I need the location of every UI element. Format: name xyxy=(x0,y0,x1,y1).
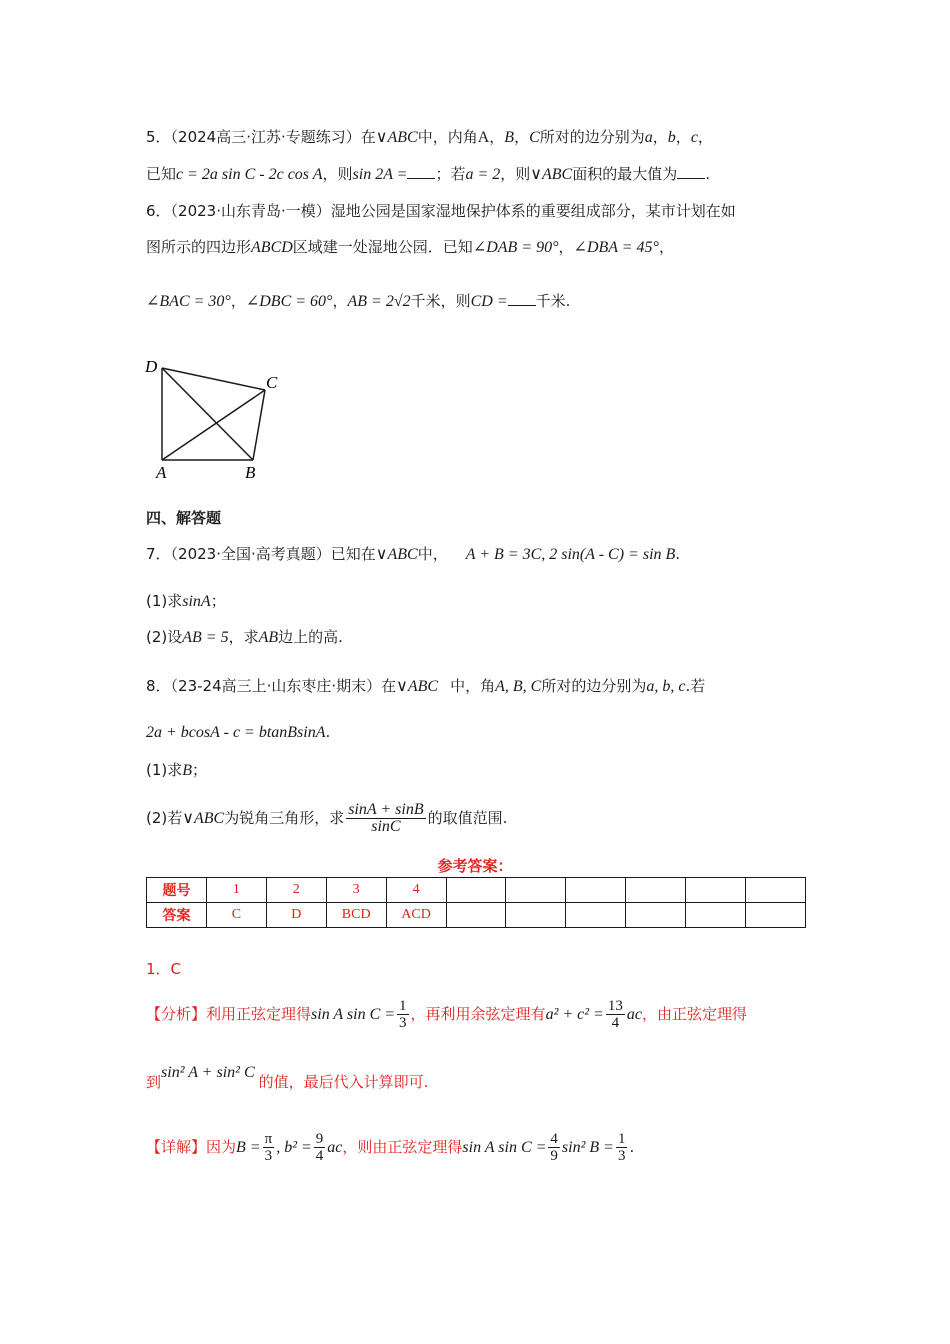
fraction: $\frac{1}{3}$ xyxy=(617,1131,626,1164)
table-cell xyxy=(506,878,566,903)
table-cell xyxy=(686,903,746,928)
section-heading: 四、解答题 xyxy=(146,509,222,527)
fraction: $\frac{13}{4}$ xyxy=(607,998,623,1031)
solution-heading: 1．C xyxy=(146,960,182,978)
label-c: C xyxy=(266,373,278,392)
diagonal-ac xyxy=(162,390,265,460)
table-cell: ACD xyxy=(386,903,446,928)
table-row xyxy=(147,878,806,903)
answer-table xyxy=(146,877,806,928)
table-cell xyxy=(746,878,806,903)
table-row xyxy=(147,903,806,928)
edge-dc xyxy=(162,368,265,390)
label-a: A xyxy=(156,463,167,482)
answer-key-title: 参考答案： xyxy=(437,857,513,875)
answer-blank xyxy=(508,291,536,306)
table-cell: 4 xyxy=(386,878,446,903)
answer-blank xyxy=(407,164,435,179)
q5-line1: 5．（2024高三·江苏·专题练习）在∨ABC中，内角A，B，C所对的边分别为a，b，c， xyxy=(146,128,713,146)
q7-part1: (1)求sinA； xyxy=(146,592,226,610)
solution-analysis-line2: 到sin² A + sin² C的值，最后代入计算即可. xyxy=(146,1064,429,1091)
quadrilateral-figure xyxy=(140,350,290,485)
q6-line3: ∠BAC = 30°，∠DBC = 60°，AB = 2√2千米，则CD = 千米. xyxy=(146,292,571,310)
edge-cb xyxy=(253,390,265,460)
fraction: $\frac{9}{4}$ xyxy=(315,1131,324,1164)
table-cell xyxy=(446,903,506,928)
table-cell: D xyxy=(266,903,326,928)
q5-line2: 已知c = 2a sin C - 2c cos A，则sin 2A = ；若a = 2，则∨ABC面积的最大值为 . xyxy=(146,165,711,183)
table-cell xyxy=(626,903,686,928)
table-cell xyxy=(506,903,566,928)
label-d: D xyxy=(145,357,158,376)
table-cell xyxy=(626,878,686,903)
fraction: $\frac{4}{9}$ xyxy=(550,1131,558,1164)
solution-analysis-line1: 【分析】利用正弦定理得sin A sin C = $\frac{1}{3}$ ，再利用余弦定理有a² + c² = $\frac{13}{4}$ ac，由正弦定理得 xyxy=(146,998,747,1031)
q8-line2: 2a + bcosA - c = btanBsinA. xyxy=(146,723,331,741)
q7-line1: 7．（2023·全国·高考真题）已知在∨ABC中， A + B = 3C, 2 sin(A - C) = sin B. xyxy=(146,545,681,563)
table-cell: C xyxy=(206,903,266,928)
q8-part1: (1)求B； xyxy=(146,761,208,779)
table-cell xyxy=(686,878,746,903)
q7-part2: (2)设AB = 5，求AB边上的高. xyxy=(146,628,343,646)
fraction: $\frac{\pi}{3}$ xyxy=(264,1131,273,1164)
table-cell xyxy=(566,878,626,903)
fraction: $\frac{\sin A + \sin B}{\sin C}$ xyxy=(348,801,424,835)
solution-detail: 【详解】因为B = $\frac{\pi}{3}$ , b² = $\frac{9}{4}$ ac，则由正弦定理得sin A sin C = $\frac{4}{9}$ sin² B = $\frac{1}{3}$ . xyxy=(146,1131,635,1164)
table-cell: 2 xyxy=(266,878,326,903)
table-header-cell: 答案 xyxy=(147,903,207,928)
table-cell: BCD xyxy=(326,903,386,928)
diagonal-db xyxy=(162,368,253,460)
table-cell: 3 xyxy=(326,878,386,903)
q8-part2: (2)若∨ABC为锐角三角形，求 $\frac{\sin A + \sin B}{\sin C}$ 的取值范围. xyxy=(146,801,508,835)
table-cell: 1 xyxy=(206,878,266,903)
q8-line1: 8．（23-24高三上·山东枣庄·期末）在∨ABC 中，角A, B, C所对的边分别为a, b, c.若 xyxy=(146,677,706,695)
label-b: B xyxy=(245,463,256,482)
answer-blank xyxy=(677,164,705,179)
table-cell xyxy=(446,878,506,903)
fraction: $\frac{1}{3}$ xyxy=(399,998,407,1031)
q6-line2: 图所示的四边形ABCD区域建一处湿地公园．已知∠DAB = 90°，∠DBA = 45°， xyxy=(146,238,674,256)
table-cell xyxy=(746,903,806,928)
table-cell xyxy=(566,903,626,928)
table-header-cell: 题号 xyxy=(147,878,207,903)
q6-line1: 6．（2023·山东青岛·一模）湿地公园是国家湿地保护体系的重要组成部分，某市计划在如 xyxy=(146,202,736,220)
